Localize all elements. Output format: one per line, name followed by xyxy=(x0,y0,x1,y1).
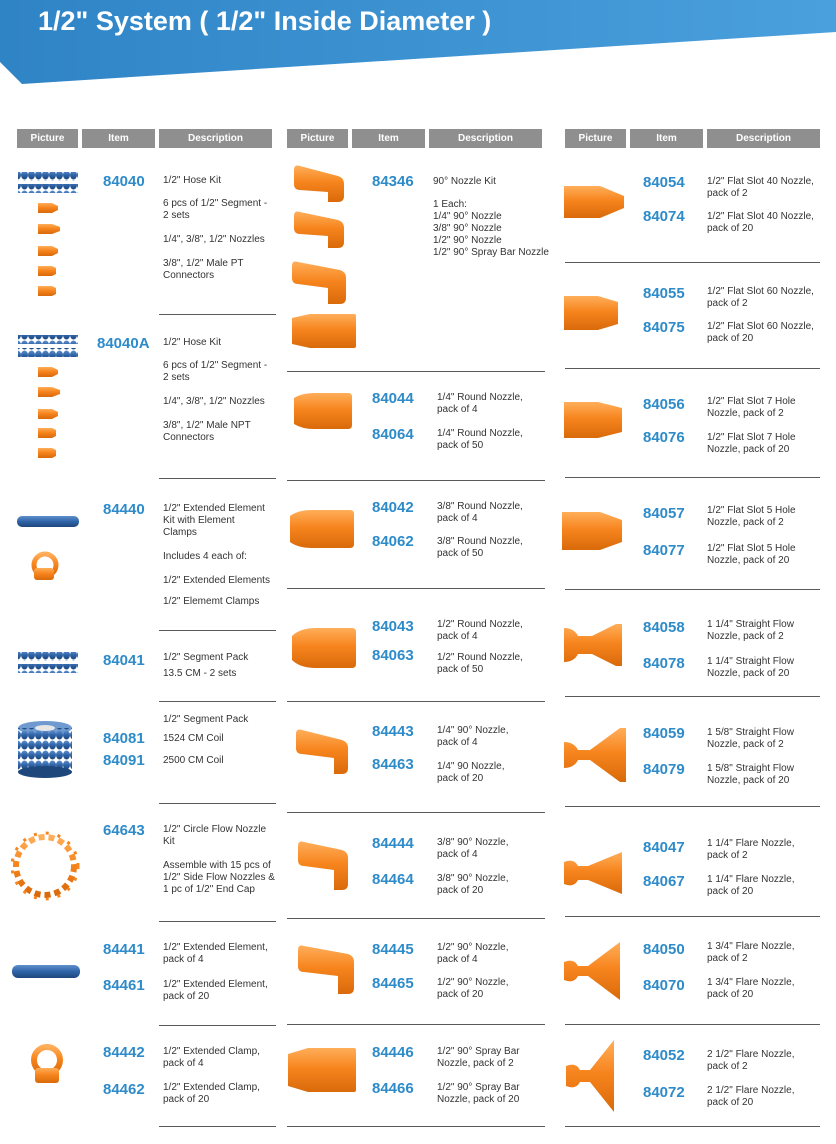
straight-flow-picture xyxy=(564,728,626,782)
item-code: 84067 xyxy=(643,873,685,890)
circle-flow-picture xyxy=(12,833,78,899)
item-description: 90° Nozzle Kit xyxy=(433,176,496,187)
flat-slot-hole-picture xyxy=(564,402,622,438)
item-description: 1/2" Round Nozzle, pack of 50 xyxy=(437,652,523,675)
item-description: 1/4", 3/8", 1/2" Nozzles xyxy=(163,396,265,407)
flat-slot-hole-picture xyxy=(562,512,622,550)
item-description: 1524 CM Coil xyxy=(163,733,224,744)
item-code: 84445 xyxy=(372,941,414,958)
item-description: 1/2" 90° Nozzle, pack of 20 xyxy=(437,977,509,1000)
item-code: 64643 xyxy=(103,822,145,839)
item-code: 84057 xyxy=(643,505,685,522)
extended-element-picture xyxy=(12,965,80,978)
straight-flow-picture xyxy=(564,624,622,666)
flat-slot-picture xyxy=(564,186,624,218)
item-description: 1/2" Elememt Clamps xyxy=(163,596,260,607)
item-code: 84461 xyxy=(103,977,145,994)
item-code: 84465 xyxy=(372,975,414,992)
item-description: 1/2" Extended Element, pack of 4 xyxy=(163,942,268,965)
col1-header-picture: Picture xyxy=(17,129,78,148)
item-description: 1 5/8" Straight Flow Nozzle, pack of 20 xyxy=(707,763,794,786)
item-description: 1/2" Circle Flow Nozzle Kit xyxy=(163,824,267,847)
item-code: 84346 xyxy=(372,173,414,190)
item-description: Includes 4 each of: xyxy=(163,551,247,562)
extended-kit-picture xyxy=(17,516,79,580)
item-description: 1/2" 90° Nozzle, pack of 4 xyxy=(437,942,509,965)
item-description: 1/4" Round Nozzle, pack of 50 xyxy=(437,428,523,451)
col2-header-item: Item xyxy=(352,129,425,148)
item-description: 1/2" Flat Slot 5 Hole Nozzle, pack of 20 xyxy=(707,543,796,566)
item-description: 1 3/4" Flare Nozzle, pack of 20 xyxy=(707,977,795,1000)
item-code: 84078 xyxy=(643,655,685,672)
item-description: 1/2" Hose Kit xyxy=(163,175,222,186)
item-code: 84466 xyxy=(372,1080,414,1097)
item-description: 1/2" Flat Slot 60 Nozzle, pack of 20 xyxy=(707,321,814,344)
item-description: 3/8" Round Nozzle, pack of 50 xyxy=(437,536,523,559)
item-description: 1/2" Flat Slot 60 Nozzle, pack of 2 xyxy=(707,286,814,309)
elbow-nozzle-picture xyxy=(298,946,354,995)
item-code: 84058 xyxy=(643,619,685,636)
item-code: 84443 xyxy=(372,723,414,740)
page-title: 1/2" System ( 1/2" Inside Diameter ) xyxy=(38,6,492,36)
item-code: 84043 xyxy=(372,618,414,635)
elbow-nozzle-picture xyxy=(298,842,348,891)
item-code: 84091 xyxy=(103,752,145,769)
item-code: 84054 xyxy=(643,174,685,191)
item-code: 84072 xyxy=(643,1084,685,1101)
spray-bar-picture xyxy=(288,1048,356,1092)
item-description: 2500 CM Coil xyxy=(163,755,224,766)
item-description: 1/2" Segment Pack xyxy=(163,714,249,725)
col3-header-item: Item xyxy=(630,129,703,148)
item-description: 1/2" Flat Slot 40 Nozzle, pack of 2 xyxy=(707,176,814,199)
col3-header-description: Description xyxy=(707,129,820,148)
round-nozzle-picture xyxy=(292,628,356,668)
flat-slot-picture xyxy=(564,296,618,330)
item-description: 1/2" Flat Slot 5 Hole Nozzle, pack of 2 xyxy=(707,505,796,528)
flare-picture xyxy=(564,942,620,1000)
elbow-nozzle-picture xyxy=(296,730,348,775)
item-code: 84044 xyxy=(372,390,414,407)
item-code: 84055 xyxy=(643,285,685,302)
item-code: 84075 xyxy=(643,319,685,336)
item-code: 84040A xyxy=(97,335,150,352)
item-description: 1/2" Extended Clamp, pack of 4 xyxy=(163,1046,260,1069)
item-code: 84442 xyxy=(103,1044,145,1061)
item-code: 84464 xyxy=(372,871,414,888)
hose-kit-picture xyxy=(18,172,78,296)
item-code: 84440 xyxy=(103,501,145,518)
item-code: 84462 xyxy=(103,1081,145,1098)
nozzle-kit-90-picture xyxy=(292,166,356,349)
item-code: 84064 xyxy=(372,426,414,443)
item-description: 3/8" Round Nozzle, pack of 4 xyxy=(437,501,523,524)
col3-header-picture: Picture xyxy=(565,129,626,148)
item-description: 1/2" 90° Spray Bar Nozzle, pack of 20 xyxy=(437,1082,520,1105)
item-description: 1 3/4" Flare Nozzle, pack of 2 xyxy=(707,941,795,964)
item-description: 1/2" Flat Slot 7 Hole Nozzle, pack of 2 xyxy=(707,396,796,419)
item-code: 84076 xyxy=(643,429,685,446)
round-nozzle-picture xyxy=(290,510,354,548)
item-description: 1/2" Flat Slot 40 Nozzle, pack of 20 xyxy=(707,211,814,234)
item-code: 84047 xyxy=(643,839,685,856)
item-code: 84079 xyxy=(643,761,685,778)
flare-large-picture xyxy=(566,1040,614,1112)
item-description: 1/2" 90° Spray Bar Nozzle, pack of 2 xyxy=(437,1046,520,1069)
item-description: 1/2" Flat Slot 7 Hole Nozzle, pack of 20 xyxy=(707,432,796,455)
item-description: 1 Each: 1/4" 90° Nozzle 3/8" 90° Nozzle 1/2" 90° Nozzle 1/2" 90° Spray Bar Nozzle xyxy=(433,199,549,258)
item-description: 1/2" Extended Elements xyxy=(163,575,270,586)
item-description: 1 1/4" Straight Flow Nozzle, pack of 20 xyxy=(707,656,794,679)
item-description: 1 1/4" Flare Nozzle, pack of 2 xyxy=(707,838,795,861)
item-description: 2 1/2" Flare Nozzle, pack of 2 xyxy=(707,1049,795,1072)
item-description: 1/4" Round Nozzle, pack of 4 xyxy=(437,392,523,415)
item-description: 2 1/2" Flare Nozzle, pack of 20 xyxy=(707,1085,795,1108)
coil-picture xyxy=(18,721,72,778)
clamp-picture xyxy=(34,1047,60,1083)
item-description: 1/4" 90° Nozzle, pack of 4 xyxy=(437,725,509,748)
item-code: 84081 xyxy=(103,730,145,747)
item-code: 84062 xyxy=(372,533,414,550)
item-code: 84446 xyxy=(372,1044,414,1061)
item-code: 84074 xyxy=(643,208,685,225)
item-description: 13.5 CM - 2 sets xyxy=(163,668,237,679)
item-description: 1 1/4" Straight Flow Nozzle, pack of 2 xyxy=(707,619,794,642)
item-code: 84050 xyxy=(643,941,685,958)
item-description: 6 pcs of 1/2" Segment - 2 sets xyxy=(163,198,268,221)
item-code: 84052 xyxy=(643,1047,685,1064)
item-description: 1 1/4" Flare Nozzle, pack of 20 xyxy=(707,874,795,897)
col2-header-description: Description xyxy=(429,129,542,148)
hose-kit-picture xyxy=(18,335,78,458)
item-code: 84444 xyxy=(372,835,414,852)
item-description: 6 pcs of 1/2" Segment - 2 sets xyxy=(163,360,268,383)
item-description: 3/8" 90° Nozzle, pack of 4 xyxy=(437,837,509,860)
item-code: 84063 xyxy=(372,647,414,664)
item-description: 1/2" Round Nozzle, pack of 4 xyxy=(437,619,523,642)
flare-picture xyxy=(564,852,622,894)
item-description: 1/2" Segment Pack xyxy=(163,652,249,663)
item-code: 84463 xyxy=(372,756,414,773)
item-description: 1/2" Extended Element Kit with Element Clamps xyxy=(163,503,265,538)
item-description: 3/8", 1/2" Male PT Connectors xyxy=(163,258,244,281)
segment-pack-picture xyxy=(18,652,78,673)
col1-header-item: Item xyxy=(82,129,155,148)
round-nozzle-picture xyxy=(294,393,352,429)
col2-header-picture: Picture xyxy=(287,129,348,148)
item-description: 1 5/8" Straight Flow Nozzle, pack of 2 xyxy=(707,727,794,750)
item-code: 84041 xyxy=(103,652,145,669)
item-code: 84042 xyxy=(372,499,414,516)
item-code: 84441 xyxy=(103,941,145,958)
item-description: 1/4" 90 Nozzle, pack of 20 xyxy=(437,761,505,784)
item-code: 84059 xyxy=(643,725,685,742)
item-description: 3/8" 90° Nozzle, pack of 20 xyxy=(437,873,509,896)
item-code: 84056 xyxy=(643,396,685,413)
item-description: 1/2" Extended Clamp, pack of 20 xyxy=(163,1082,260,1105)
item-code: 84040 xyxy=(103,173,145,190)
item-description: 1/4", 3/8", 1/2" Nozzles xyxy=(163,234,265,245)
item-description: 1/2" Hose Kit xyxy=(163,337,222,348)
item-description: 1/2" Extended Element, pack of 20 xyxy=(163,979,268,1002)
item-description: Assemble with 15 pcs of 1/2" Side Flow Nozzles & 1 pc of 1/2" End Cap xyxy=(163,860,275,895)
col1-header-description: Description xyxy=(159,129,272,148)
item-code: 84077 xyxy=(643,542,685,559)
item-code: 84070 xyxy=(643,977,685,994)
item-description: 3/8", 1/2" Male NPT Connectors xyxy=(163,420,251,443)
